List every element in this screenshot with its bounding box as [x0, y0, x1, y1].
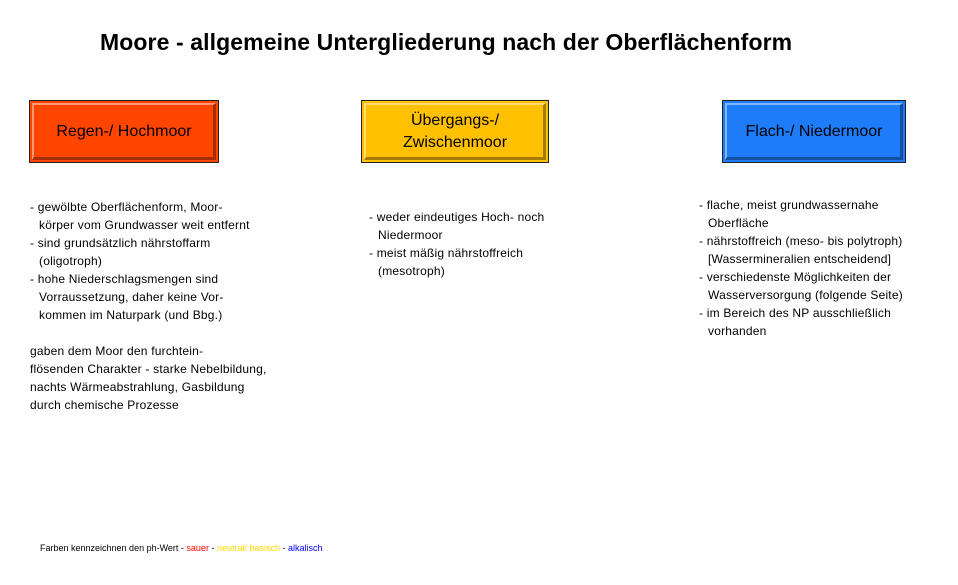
uebergang-line: - meist mäßig nährstoffreich	[369, 246, 524, 260]
box-uebergang-line1: Übergangs-/	[410, 111, 500, 129]
flach-line: - nährstoffreich (meso- bis polytroph)	[699, 234, 903, 248]
box-regen-hochmoor	[29, 100, 219, 163]
box-uebergangsmoor	[361, 100, 549, 163]
regen-line: (oligotroph)	[39, 254, 103, 268]
uebergang-line: Niedermoor	[378, 228, 443, 242]
legend-separator: -	[279, 543, 288, 553]
regen-line: - hohe Niederschlagsmengen sind	[30, 272, 219, 286]
flach-line: Oberfläche	[708, 216, 769, 230]
legend-prefix: Farben kennzeichnen den ph-Wert -	[40, 543, 187, 553]
box-uebergang-label	[403, 110, 507, 154]
regen-line: kommen im Naturpark (und Bbg.)	[39, 308, 223, 322]
flach-description	[699, 196, 903, 340]
flach-line: vorhanden	[708, 324, 767, 338]
regen-line: körper vom Grundwasser weit entfernt	[39, 218, 250, 232]
uebergang-line: (mesotroph)	[378, 264, 445, 278]
legend-separator: -	[208, 543, 217, 553]
regen-description	[30, 198, 250, 324]
ph-legend	[40, 543, 323, 553]
uebergang-line: - weder eindeutiges Hoch- noch	[369, 210, 545, 224]
regen-line: Vorraussetzung, daher keine Vor-	[39, 290, 224, 304]
box-regen-label: Regen-/ Hochmoor	[56, 122, 192, 140]
uebergang-description	[369, 208, 544, 280]
regen-line: - gewölbte Oberflächenform, Moor-	[30, 200, 223, 214]
legend-sauer: sauer	[186, 543, 209, 553]
flach-line: - im Bereich des NP ausschließlich	[699, 306, 891, 320]
regen-extra-line: durch chemische Prozesse	[30, 398, 179, 412]
regen-extra-description	[30, 342, 267, 414]
box-uebergang-line2: Zwischenmoor	[402, 133, 508, 151]
regen-line: - sind grundsätzlich nährstoffarm	[30, 236, 211, 250]
flach-line: Wasserversorgung (folgende Seite)	[708, 288, 903, 302]
flach-line: [Wassermineralien entscheidend]	[708, 252, 892, 266]
regen-extra-line: flösenden Charakter - starke Nebelbildung,	[30, 362, 267, 376]
legend-neutral: neutral/ basisch	[216, 543, 280, 553]
page-title: Moore - allgemeine Untergliederung nach der Oberflächenform	[100, 29, 793, 55]
box-flach-label: Flach-/ Niedermoor	[745, 122, 883, 140]
box-flach-niedermoor	[722, 100, 906, 163]
legend-alkalisch: alkalisch	[287, 543, 323, 553]
flach-line: - flache, meist grundwassernahe	[699, 198, 879, 212]
regen-extra-line: nachts Wärmeabstrahlung, Gasbildung	[30, 380, 245, 394]
flach-line: - verschiedenste Möglichkeiten der	[699, 270, 892, 284]
regen-extra-line: gaben dem Moor den furchtein-	[30, 344, 204, 358]
